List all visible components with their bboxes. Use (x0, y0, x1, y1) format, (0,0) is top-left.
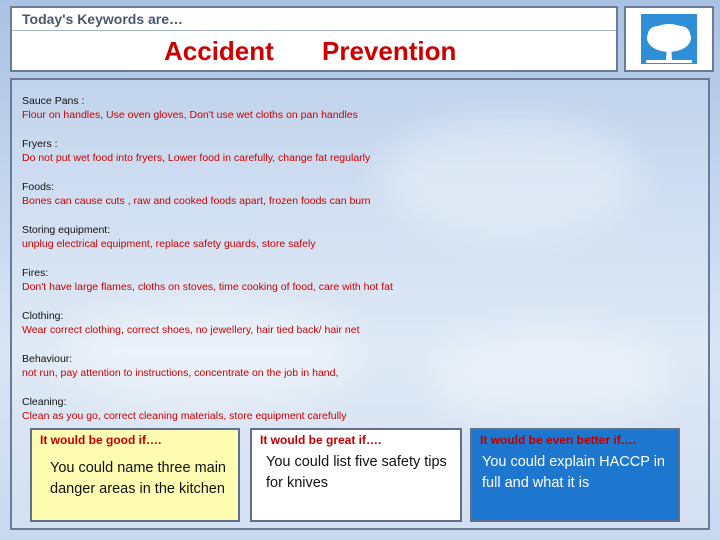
section-title: Fryers : (22, 138, 58, 150)
section-fires (22, 266, 393, 294)
keyword-prevention: Prevention (322, 36, 457, 66)
section-body: Wear correct clothing, correct shoes, no jewellery, hair tied back/ hair net (22, 324, 360, 336)
goal-title: It would be even better if…. (480, 433, 637, 447)
keywords-header (10, 6, 618, 72)
section-foods (22, 180, 370, 208)
section-title: Clothing: (22, 310, 64, 322)
section-title: Fires: (22, 267, 49, 279)
section-behaviour (22, 352, 338, 380)
goal-even-better (470, 428, 680, 522)
logo (624, 6, 714, 72)
tree-icon (626, 8, 712, 70)
section-title: Foods: (22, 181, 55, 193)
section-title: Storing equipment: (22, 224, 111, 236)
section-body: not run, pay attention to instructions, concentrate on the job in hand, (22, 367, 339, 379)
header-divider (12, 30, 616, 31)
goal-text: You could name three main danger areas in the kitchen (50, 460, 226, 497)
goal-title: It would be good if…. (40, 433, 162, 447)
section-title: Sauce Pans : (22, 95, 85, 107)
section-title: Behaviour: (22, 353, 73, 365)
section-title: Cleaning: (22, 396, 67, 408)
section-cleaning (22, 395, 347, 423)
goal-text: You could explain HACCP in full and what it is (482, 454, 665, 491)
keywords-label: Today's Keywords are… (22, 11, 184, 27)
section-body: Bones can cause cuts , raw and cooked foods apart, frozen foods can burn (22, 195, 371, 207)
goal-text: You could list five safety tips for knives (266, 454, 447, 491)
section-storing-equipment (22, 223, 316, 251)
goal-great (250, 428, 462, 522)
keyword-accident: Accident (164, 36, 274, 66)
section-body: Don't have large flames, cloths on stoves, time cooking of food, care with hot fat (22, 281, 393, 293)
section-clothing (22, 309, 360, 337)
section-fryers (22, 137, 370, 165)
section-body: Flour on handles, Use oven gloves, Don't use wet cloths on pan handles (22, 109, 358, 121)
section-body: Do not put wet food into fryers, Lower food in carefully, change fat regularly (22, 152, 371, 164)
goal-good (30, 428, 240, 522)
section-sauce-pans (22, 94, 358, 122)
goal-title: It would be great if…. (260, 433, 382, 447)
section-body: unplug electrical equipment, replace safety guards, store safely (22, 238, 316, 250)
section-body: Clean as you go, correct cleaning materials, store equipment carefully (22, 410, 347, 422)
